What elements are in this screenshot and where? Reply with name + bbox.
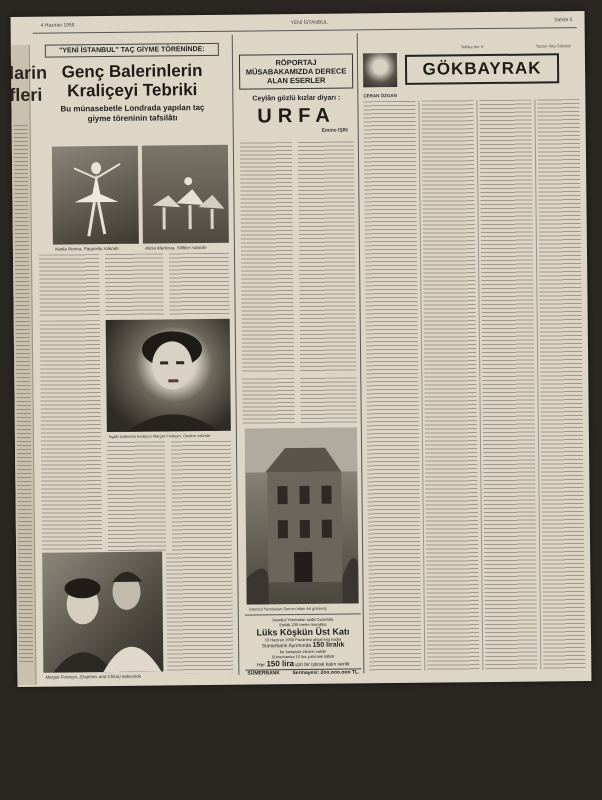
ad-title: Lüks Köşkün Üst Katı xyxy=(256,626,350,638)
building-caption: İstanbul Yerebatan Sarnıcı'ndan bir görünüş xyxy=(248,605,327,612)
ad-line-3: 10 Haziran 1958 Pazartesi akşamına kadar xyxy=(264,636,342,643)
left-text-lines xyxy=(14,125,34,665)
ad-line-6: Sümerbanka 10 lira yatırmak kâfidir xyxy=(271,653,335,660)
ad-bank: SÜMERBANK xyxy=(247,670,280,677)
caption-photo-2: Alicia Markova, Silfitler rolünde xyxy=(144,244,207,251)
gokbayrak-title: GÖKBAYRAK xyxy=(405,53,559,85)
ad-line-2: Emlâk 230 metre murabba xyxy=(279,621,327,628)
ad-price-1: 150 liralık xyxy=(312,641,345,649)
article-text-c xyxy=(169,253,230,316)
newspaper-page xyxy=(8,11,592,687)
fonteyn-portrait-photo xyxy=(106,319,231,432)
sumerbank-ad xyxy=(245,613,362,679)
fonteyn-daphnis-photo xyxy=(42,551,163,672)
masthead-page: Sahife 5 xyxy=(554,17,573,24)
article-ballet-header xyxy=(35,35,230,157)
article-subhead: Bu münasebetle Londrada yapılan taç giyme töreninin tafsilâtı xyxy=(60,102,205,124)
article-text-g xyxy=(166,553,233,674)
ballerina-photo-2 xyxy=(142,145,229,244)
ad-line-8: için bir iştirak kalın verilir xyxy=(295,661,350,669)
article-urfa-header xyxy=(237,53,356,134)
urfa-kicker: RÖPORTAJ MÜSABAKAMIZDA DERECE ALAN ESERLER xyxy=(239,53,353,89)
article-kicker: "YENİ İSTANBUL" TAÇ GİYME TÖRENİNDE: xyxy=(45,43,219,58)
article-text-a xyxy=(39,254,100,317)
ad-price-2: 150 lira xyxy=(266,659,295,669)
article-text-f xyxy=(171,441,232,552)
urfa-text-d xyxy=(300,377,356,424)
ad-line-7: Her xyxy=(256,662,266,669)
ad-capital: Sermayesi: 2oo.ooo.ooo TL. xyxy=(292,669,360,677)
urfa-text-b xyxy=(298,141,356,374)
gokbayrak-text-a xyxy=(363,101,421,672)
left-fragment-2: fleri xyxy=(9,84,43,106)
author-label: ÇERAN ÖZGAN xyxy=(363,92,397,99)
urfa-text-a xyxy=(240,142,294,375)
caption-daphnis: Margot Fonteyn, (Daphnis and Chloe) balesinde xyxy=(45,673,142,680)
urfa-headline: URFA xyxy=(257,104,336,128)
urfa-byline: Emine IŞIN xyxy=(321,127,348,134)
ad-line-5: bir kampiyle elinizin sahibi xyxy=(280,648,327,655)
article-text-b xyxy=(105,253,164,316)
article-text-d xyxy=(40,320,102,551)
serial-author: Yazan: Aka Gündüz xyxy=(535,43,571,49)
caption-portrait: İngiliz balesinin kraliçesi Margot Fonteyn, Ondine rolünde xyxy=(108,432,211,440)
gokbayrak-text-b xyxy=(421,100,479,671)
masthead-date: 4 Haziran 1958 xyxy=(40,22,75,29)
urfa-subhead: Ceylân gözlü kızlar diyarı : xyxy=(252,94,341,103)
left-page-edge xyxy=(8,45,48,685)
left-fragment-1: larin xyxy=(8,62,48,84)
urfa-text-c xyxy=(242,378,294,425)
gokbayrak-text-c xyxy=(479,100,537,671)
article-text-e xyxy=(107,441,166,552)
author-portrait-icon xyxy=(363,53,397,87)
serial-number: Tefrika No: 9 xyxy=(460,44,484,50)
masthead-paper: YENİ İSTANBUL xyxy=(290,19,328,27)
gokbayrak-text-d xyxy=(537,99,585,669)
article-headline: Genç Balerinlerin Kraliçeyi Tebriki xyxy=(61,61,203,101)
building-photo xyxy=(245,427,359,604)
gokbayrak-header xyxy=(361,43,579,91)
caption-photo-1: Nadia Nerina, Papyonlu rolünde xyxy=(54,245,119,252)
ad-line-1: İstanbul Yerebatan sadd Caasinda xyxy=(272,616,334,623)
ballerina-photo-1 xyxy=(52,146,139,245)
ad-line-4: Sümerbank Ayrımında xyxy=(261,642,312,650)
